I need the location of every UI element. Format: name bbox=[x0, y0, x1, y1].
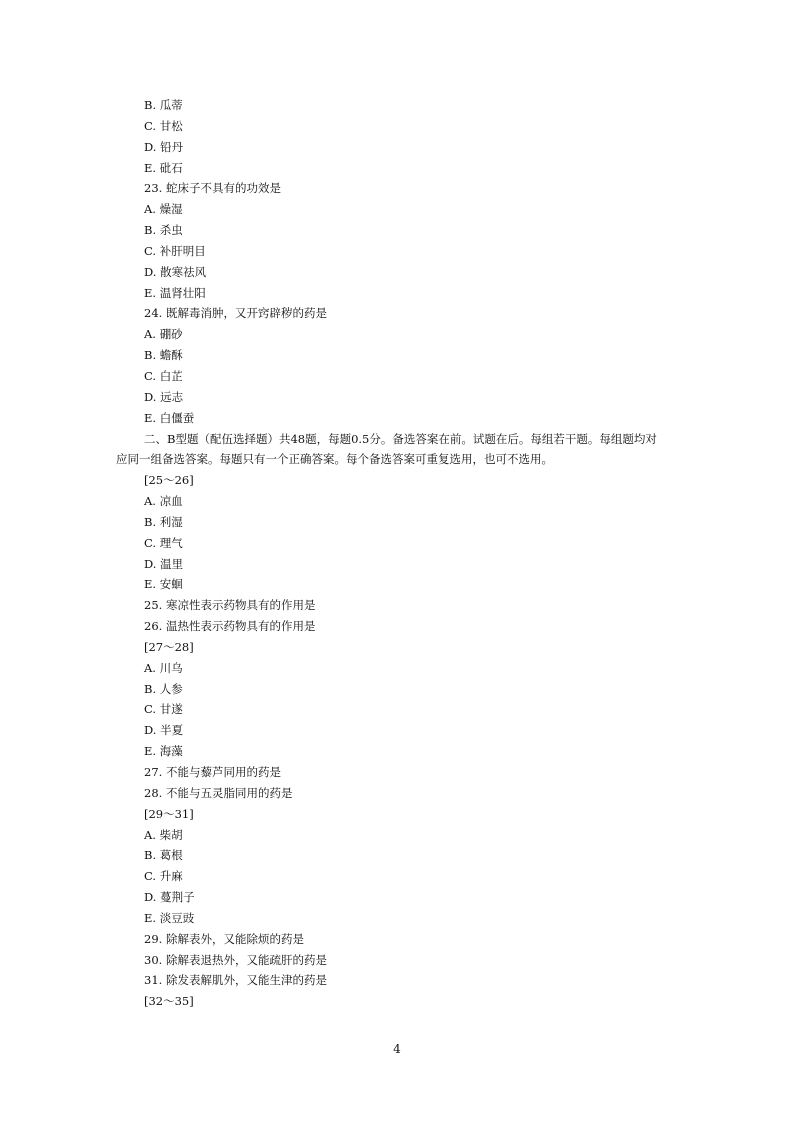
text-line: C. 甘松 bbox=[144, 118, 183, 133]
text-line: A. 川乌 bbox=[144, 660, 183, 675]
text-line: B. 瓜蒂 bbox=[144, 98, 183, 112]
text-line: [32～35] bbox=[144, 994, 194, 1009]
section-instructions: 二、B型题（配伍选择题）共48题，每题0.5分。备选答案在前。试题在后。每组若干题。每组题均对应同一组备选答案。每题只有一个正确答案。每个备选答案可重复选用，也可不选用。 bbox=[116, 431, 657, 467]
text-line: [29～31] bbox=[144, 806, 194, 821]
text-line: 30. 除解表退热外，又能疏肝的药是 bbox=[144, 952, 327, 967]
text-line: A. 凉血 bbox=[144, 494, 183, 509]
text-line: E. 淡豆豉 bbox=[144, 910, 195, 925]
text-line: B. 利湿 bbox=[144, 514, 183, 529]
text-line: D. 半夏 bbox=[144, 723, 184, 738]
text-line: A. 柴胡 bbox=[144, 827, 183, 842]
text-line: C. 补肝明目 bbox=[144, 243, 206, 258]
text-line: E. 白僵蚕 bbox=[144, 410, 195, 425]
text-line: 26. 温热性表示药物具有的作用是 bbox=[144, 619, 316, 634]
question-lines-top bbox=[116, 95, 676, 429]
text-line: [27～28] bbox=[144, 639, 194, 654]
text-line: C. 理气 bbox=[144, 535, 183, 550]
text-line: D. 散寒祛风 bbox=[144, 264, 207, 279]
text-line: D. 远志 bbox=[144, 389, 184, 404]
text-line: B. 杀虫 bbox=[144, 223, 183, 238]
text-line: 28. 不能与五灵脂同用的药是 bbox=[144, 785, 293, 800]
text-line: E. 砒石 bbox=[144, 160, 183, 175]
text-line: B. 葛根 bbox=[144, 848, 183, 863]
text-line: 24. 既解毒消肿，又开窍辟秽的药是 bbox=[144, 306, 327, 321]
text-line: C. 升麻 bbox=[144, 869, 183, 884]
question-lines-bottom bbox=[116, 470, 676, 1012]
text-line: D. 蔓荆子 bbox=[144, 890, 195, 905]
text-line: C. 甘遂 bbox=[144, 702, 183, 717]
text-line: D. 铅丹 bbox=[144, 139, 184, 154]
text-line: E. 海藻 bbox=[144, 744, 183, 759]
text-line: B. 蟾酥 bbox=[144, 348, 183, 363]
text-line: D. 温里 bbox=[144, 556, 184, 571]
text-line: C. 白芷 bbox=[144, 368, 183, 383]
text-line: B. 人参 bbox=[144, 681, 183, 696]
text-line: [25～26] bbox=[144, 473, 194, 488]
text-line: E. 安蛔 bbox=[144, 577, 183, 592]
text-line: A. 燥湿 bbox=[144, 202, 183, 217]
text-line: A. 硼砂 bbox=[144, 327, 183, 342]
text-line: 23. 蛇床子不具有的功效是 bbox=[144, 181, 281, 196]
text-line: 29. 除解表外，又能除烦的药是 bbox=[144, 931, 304, 946]
text-line: E. 温肾壮阳 bbox=[144, 285, 206, 300]
text-line: 25. 寒凉性表示药物具有的作用是 bbox=[144, 598, 316, 613]
text-line: 31. 除发表解肌外，又能生津的药是 bbox=[144, 973, 327, 988]
page-number: 4 bbox=[393, 1042, 401, 1056]
text-line: 27. 不能与藜芦同用的药是 bbox=[144, 765, 281, 779]
page-content bbox=[116, 95, 676, 1012]
